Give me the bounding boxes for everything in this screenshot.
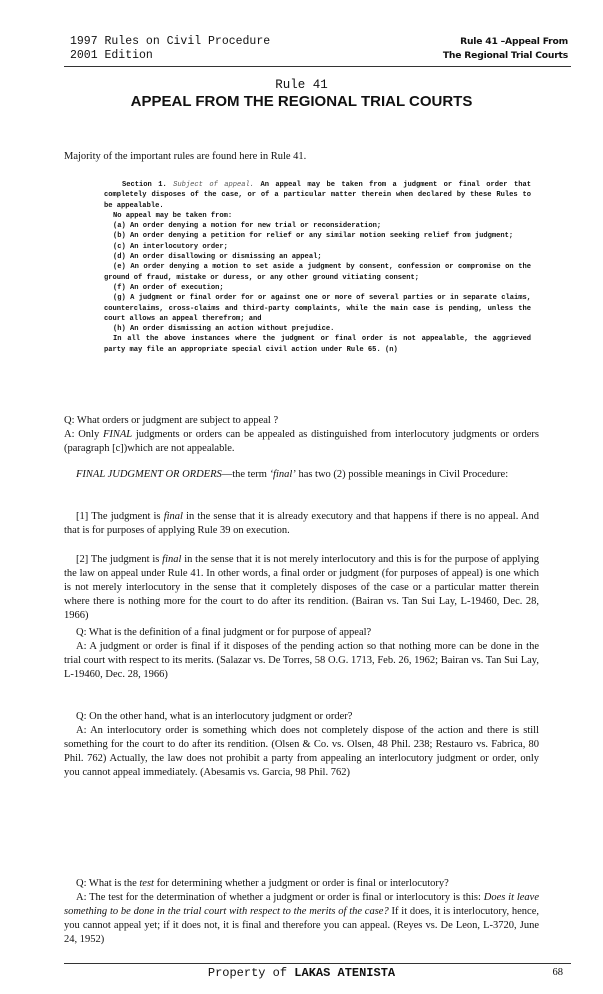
section-closing: In all the above instances where the judgment or final order is not appealable, the aggrieved party may file an appropriate special civil action under Rule 65. (n) [104,335,531,354]
question-body: for determining whether a judgment or order is final or interlocutory? [153,878,449,889]
footer-lead: Property of [207,966,295,980]
list-item: (c) An interlocutory order; [113,242,228,251]
section-text: An appeal may be taken from a judgment or final order that completely disposes of the case, or of a particular matter therein when declared by these Rules to be appealable. [104,181,531,210]
header-book-title: 1997 Rules on Civil Procedure [70,35,271,48]
page-number: 68 [552,967,563,978]
dash-text: —the term [221,469,270,480]
no-appeal-line: No appeal may be taken from: [113,211,233,220]
footer-owner: LAKAS ATENISTA [294,966,396,980]
list-item: (h) An order dismissing an action without prejudice. [113,325,335,334]
rule-title: APPEAL FROM THE REGIONAL TRIAL COURTS [130,93,473,110]
meaning-one-text [64,510,539,538]
qa-interlocutory-definition [64,710,539,780]
header-rule-name: Rule 41 –Appeal From [460,36,568,47]
meaning-two-lead: [2] The judgment is [76,554,163,565]
meaning-two-body: in the sense that it is not merely interlocutory and this is for the purpose of applying the law on appeal under Rule 41. In other words, a final order or judgment (for purposes of appeal) is one which is not merely interlocutory in the sense that it completely disposes of the case or a particular matter therein where there is nothing more for the court to do after its rendition. (Bairan vs. Tan Sui Lay, L-19460, Dec. 28, 1966) [64,554,539,621]
header-divider [64,66,571,67]
intro-paragraph [64,150,539,164]
final-judgment-paragraph [64,468,539,482]
header-edition: 2001 Edition [70,49,153,62]
section-text-block [104,180,531,355]
footer-text [0,966,603,980]
qa-test [64,877,539,947]
question-text: Q: On the other hand, what is an interlocutory judgment or order? [76,711,353,722]
intro-text: Majority of the important rules are found here in Rule 41. [64,151,307,162]
rule-number: Rule 41 [275,78,328,92]
answer-text [64,891,539,947]
question-text: Q: What is the definition of a final judgment or for purpose of appeal? [76,627,372,638]
meaning-one-lead: [1] The judgment is [76,511,164,522]
emphasis-final: final [162,554,182,565]
meaning-two-text [64,553,539,623]
emphasis-final: FINAL [102,429,133,440]
final-definition-text [64,468,539,482]
meaning-two-paragraph [64,553,539,623]
meaning-one-body: in the sense that it is already executory and that happens if there is no appeal. And that is for purposes of applying Rule 39 on execution. [64,511,539,536]
list-item: (e) An order denying a motion to set aside a judgment by consent, confession or compromise on the ground of fraud, mistake or duress, or any other ground vitiating consent; [104,263,531,282]
answer-body: If it does, it is interlocutory, hence, you cannot appeal yet; if it does not, it is final and therefore you can appeal. (Reyes vs. De Leon, L-3720, June 24, 1952) [64,906,539,945]
section-subject: Subject of appeal. [173,181,255,189]
answer-text: A: A judgment or order is final if it disposes of the pending action so that nothing more can be done in the trial court with respect to its merits. (Salazar vs. De Torres, 58 O.G. 1713, Feb. 26, 1962; Bairan vs. Tan Sui Lay, L-19460, Dec. 28, 1966) [64,641,539,680]
footer-divider [64,963,571,964]
final-judgment-heading: FINAL JUDGMENT OR ORDERS [76,469,222,480]
meaning-one-paragraph [64,510,539,538]
question-lead: Q: What is the [76,878,140,889]
emphasis-test: test [139,878,154,889]
answer-body: judgments or orders can be appealed as distinguished from interlocutory judgments or orders (paragraph [c])which are not appealable. [64,429,540,454]
question-text: Q: What orders or judgment are subject to appeal ? [64,415,279,426]
answer-emphasis: Does it leave something to be done in the trial court with respect to the merits of the case? [64,892,540,917]
answer-text [64,428,539,456]
running-header-right [443,35,568,63]
section-label: Section 1. [122,181,167,189]
list-item: (g) A judgment or final order for or against one or more of several parties or in separate claims, counterclaims, cross-claims and third-party complaints, while the main case is pending, unless the court allows an appeal therefrom; and [104,294,531,323]
answer-text: A: An interlocutory order is something which does not completely dispose of the action and there is still something for the court to do after its rendition. (Olsen & Co. vs. Olsen, 48 Phil. 238; Restauro vs. Fabrica, 80 Phil. 762) Actually, the law does not prohibit a party from appealing an interlocutory judgment or order, only you cannot appeal immediately. (Abesamis vs. Garcia, 98 Phil. 762) [64,725,539,778]
header-rule-subtitle: The Regional Trial Courts [442,50,568,61]
answer-lead: A: The test for the determination of whether a judgment or order is final or interlocutory is this: [76,892,484,903]
qa-final-judgment-definition [64,626,539,682]
term-final: ‘final’ [269,469,296,480]
section-1-paragraph [104,180,531,211]
list-item: (d) An order disallowing or dismissing an appeal; [113,253,322,262]
definition-body: has two (2) possible meanings in Civil Procedure: [295,469,509,480]
running-header-left [70,35,270,63]
emphasis-final: final [163,511,183,522]
qa-appealable-orders [64,414,539,456]
question-text [64,877,539,891]
answer-lead: A: Only [64,429,103,440]
list-item: (f) An order of execution; [113,283,224,292]
list-item: (a) An order denying a motion for new trial or reconsideration; [113,222,382,231]
list-item: (b) An order denying a petition for relief or any similar motion seeking relief from judgment; [113,232,514,241]
